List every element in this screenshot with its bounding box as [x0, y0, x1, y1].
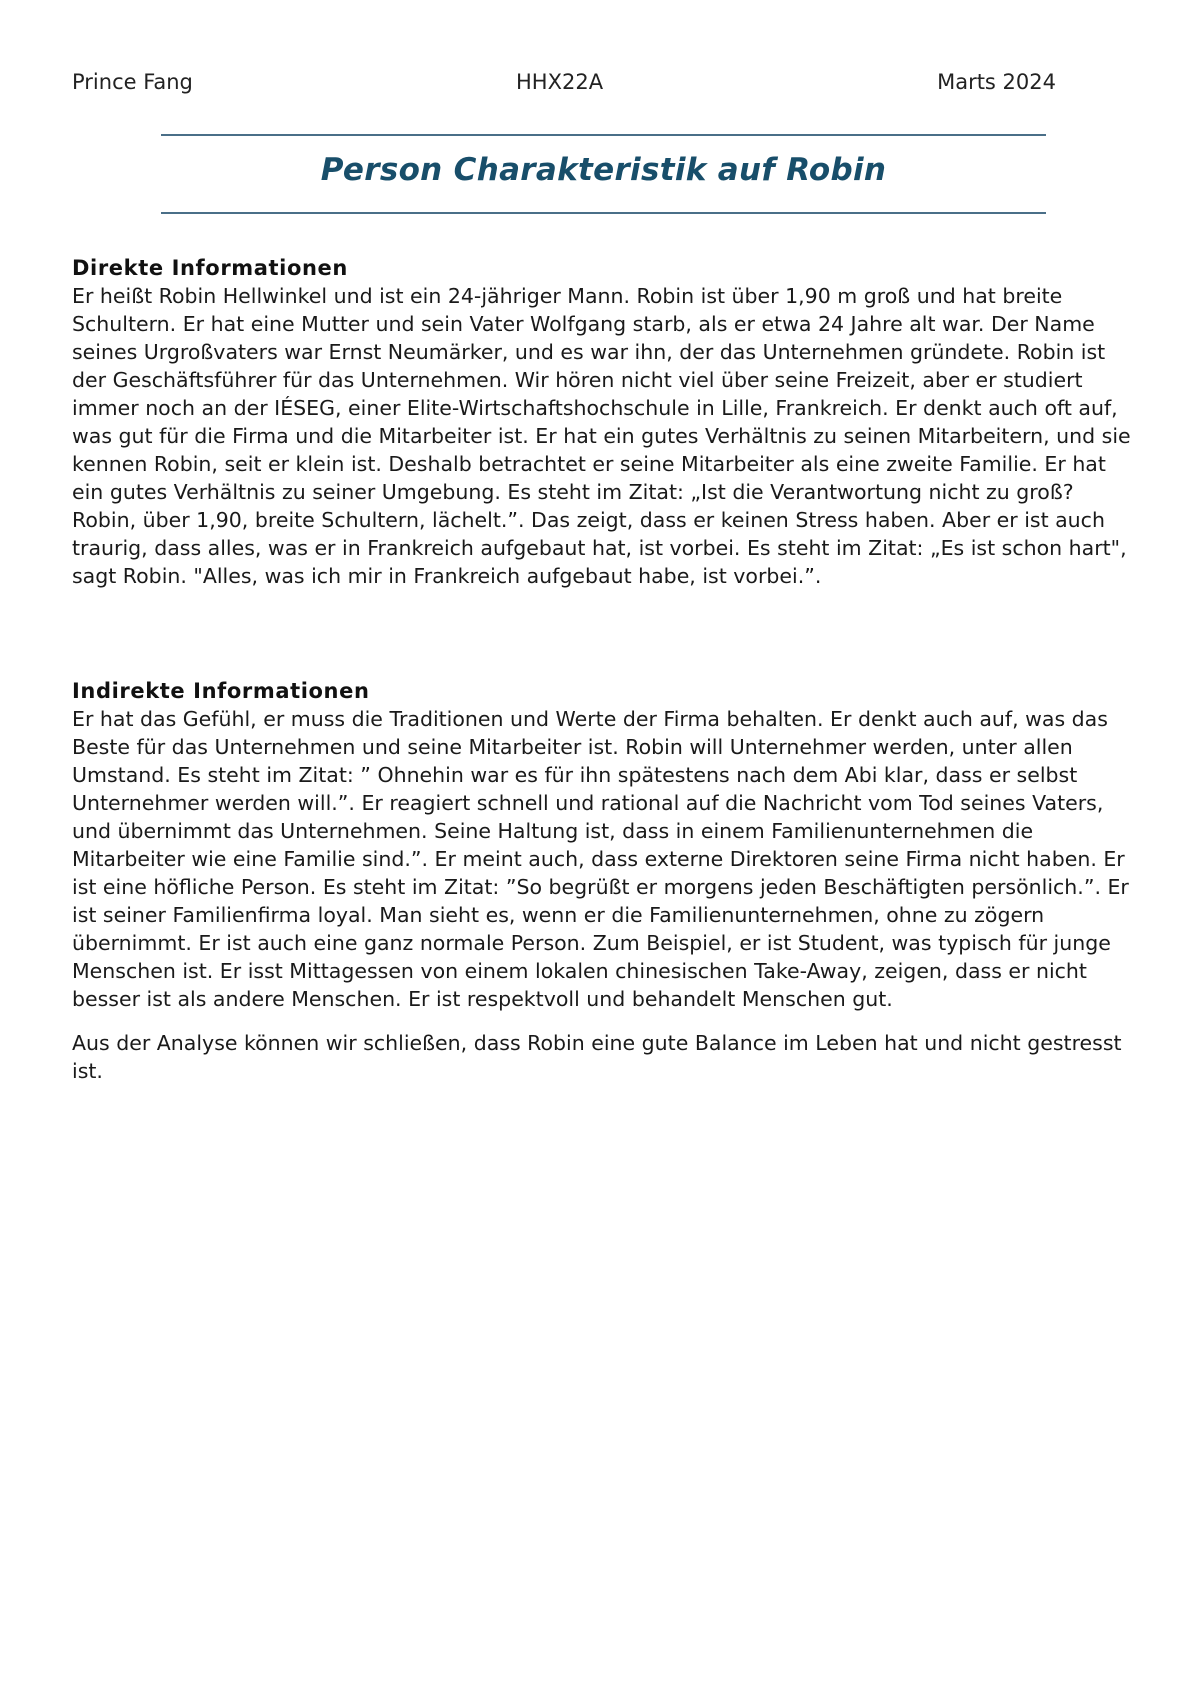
header-class: HHX22A [516, 70, 604, 94]
conclusion-paragraph: Aus der Analyse können wir schließen, dass Robin eine gute Balance im Leben hat und nicht gestresst ist. [72, 1031, 1122, 1083]
title-rule-top [161, 134, 1046, 136]
page-header [72, 70, 1056, 100]
title-rule-bottom [161, 212, 1046, 214]
section-indirect-info [72, 677, 1142, 1085]
section-heading: Indirekte Informationen [72, 679, 370, 703]
section-body: Er hat das Gefühl, er muss die Traditionen und Werte der Firma behalten. Er denkt auch auf, was das Beste für das Unternehmen und seine Mitarbeiter ist. Robin will Unternehmer werden, unter allen Umstand. Es steht im Zitat: ” Ohnehin war es für ihn spätestens nach dem Abi klar, dass er selbst Unternehmer werden will.”. Er reagiert schnell und rational auf die Nachricht vom Tod seines Vaters, und übernimmt das Unternehmen. Seine Haltung ist, dass in einem Familienunternehmen die Mitarbeiter wie eine Familie sind.”. Er meint auch, dass externe Direktoren seine Firma nicht haben. Er ist eine höfliche Person. Es steht im Zitat: ”So begrüßt er morgens jeden Beschäftigten persönlich.”. Er ist seiner Familienfirma loyal. Man sieht es, wenn er die Familienunternehmen, ohne zu zögern übernimmt. Er ist auch eine ganz normale Person. Zum Beispiel, er ist Student, was typisch für junge Menschen ist. Er isst Mittagessen von einem lokalen chinesischen Take-Away, zeigen, dass er nicht besser ist als andere Menschen. Er ist respektvoll und behandelt Menschen gut. [72, 707, 1129, 1011]
section-direct-info [72, 254, 1142, 590]
section-body: Er heißt Robin Hellwinkel und ist ein 24-jähriger Mann. Robin ist über 1,90 m groß und hat breite Schultern. Er hat eine Mutter und sein Vater Wolfgang starb, als er etwa 24 Jahre alt war. Der Name seines Urgroßvaters war Ernst Neumärker, und es war ihn, der das Unternehmen gründete. Robin ist der Geschäftsführer für das Unternehmen. Wir hören nicht viel über seine Freizeit, aber er studiert immer noch an der IÉSEG, einer Elite-Wirtschaftshochschule in Lille, Frankreich. Er denkt auch oft auf, was gut für die Firma und die Mitarbeiter ist. Er hat ein gutes Verhältnis zu seinen Mitarbeitern, und sie kennen Robin, seit er klein ist. Deshalb betrachtet er seine Mitarbeiter als eine zweite Familie. Er hat ein gutes Verhältnis zu seiner Umgebung. Es steht im Zitat: „Ist die Verantwortung nicht zu groß? Robin, über 1,90, breite Schultern, lächelt.”. Das zeigt, dass er keinen Stress haben. Aber er ist auch traurig, dass alles, was er in Frankreich aufgebaut hat, ist vorbei. Es steht im Zitat: „Es ist schon hart", sagt Robin. "Alles, was ich mir in Frankreich aufgebaut habe, ist vorbei.”. [72, 284, 1131, 588]
header-author: Prince Fang [72, 70, 193, 94]
header-date: Marts 2024 [937, 70, 1056, 94]
document-title: Person Charakteristik auf Robin [320, 152, 887, 188]
section-heading: Direkte Informationen [72, 256, 348, 280]
